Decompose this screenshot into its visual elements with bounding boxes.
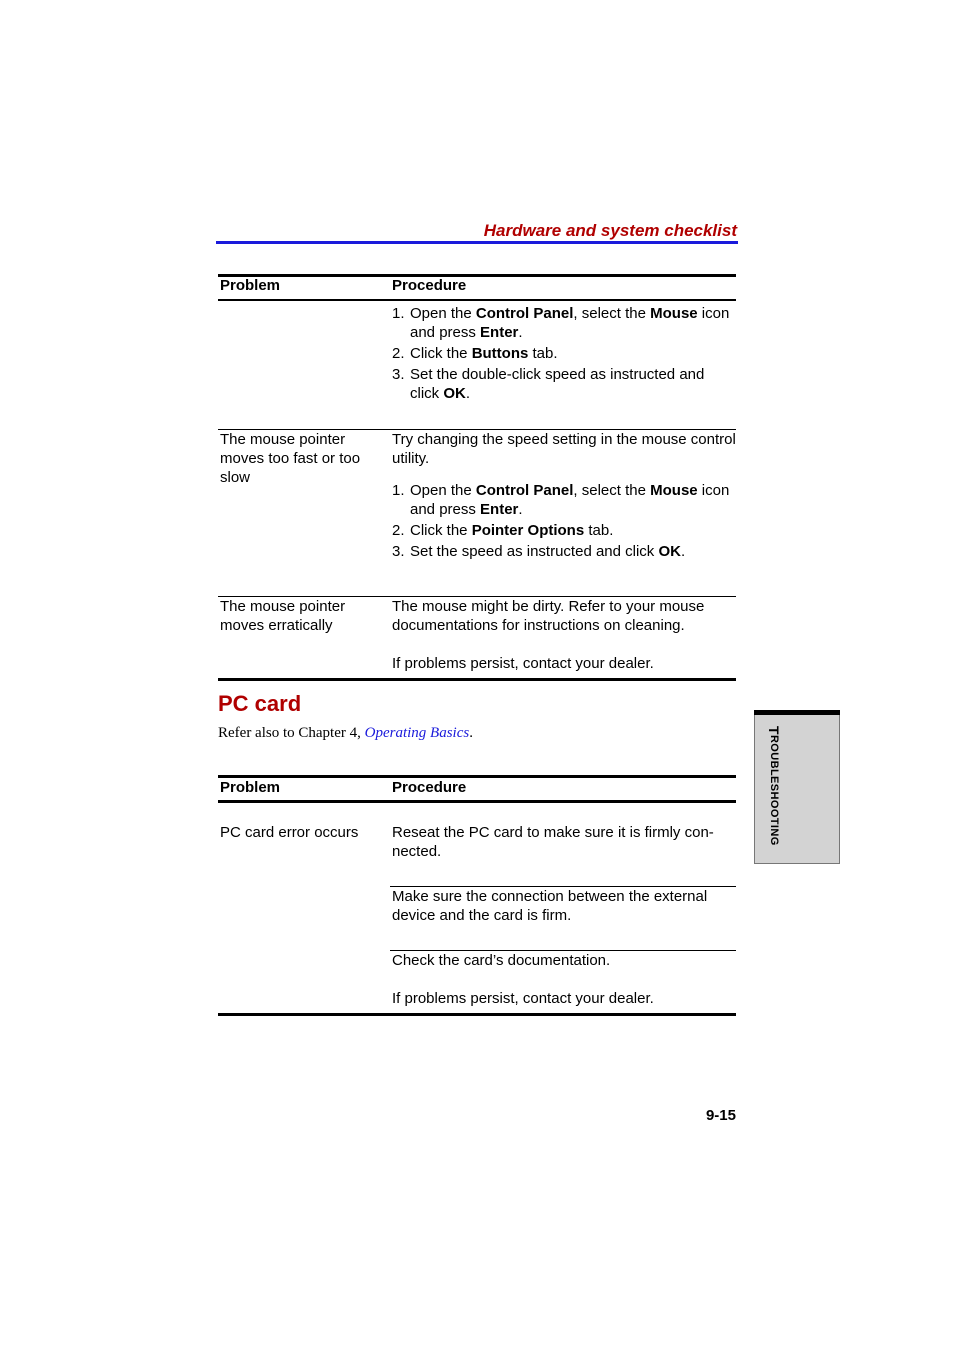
refer-prefix: Refer also to Chapter 4, (218, 725, 365, 741)
step-item: 3. Set the speed as instructed and click OK. (392, 543, 686, 560)
table2-proc3: Check the card’s documentation. (392, 952, 611, 969)
step-item: 3. Set the double-click speed as instructed and click OK. (392, 366, 705, 402)
chapter-tab-label: TROUBLESHOOTING (766, 726, 782, 846)
table1-row3-text2: If problems persist, contact your dealer. (392, 655, 654, 672)
table1-header-problem: Problem (220, 277, 281, 294)
table2-proc2: Make sure the connection between the external device and the card is firm. (392, 888, 708, 924)
table2-header-procedure: Procedure (392, 779, 467, 796)
table1-top-rule (218, 274, 736, 277)
table2-header-rule (218, 800, 736, 803)
table1-row2-intro: Try changing the speed setting in the mouse control utility. (392, 431, 736, 467)
table1-header-rule (218, 299, 736, 301)
table1-row3-procedure (392, 597, 736, 673)
table1-row1-steps (392, 304, 736, 403)
table2-problem: PC card error occurs (220, 824, 359, 841)
table1-bottom-rule (218, 678, 736, 681)
refer-text (218, 725, 473, 742)
step-item: 2. Click the Pointer Options tab. (392, 522, 614, 539)
page-number: 9-15 (705, 1107, 736, 1124)
table1-row2-problem: The mouse pointer moves too fast or too slow (220, 431, 361, 486)
step-item: 1. Open the Control Panel, select the Mouse icon and press Enter. (392, 305, 730, 341)
table2-proc1: Reseat the PC card to make sure it is firmly con-nected. (392, 824, 714, 860)
step-item: 1. Open the Control Panel, select the Mouse icon and press Enter. (392, 482, 730, 518)
table1-row2-procedure (392, 430, 736, 563)
table1-row3-problem: The mouse pointer moves erratically (220, 598, 346, 634)
table2-bottom-rule (218, 1013, 736, 1016)
table1-row2-steps (392, 481, 736, 561)
refer-suffix: . (469, 725, 473, 741)
table1-row1-procedure (392, 304, 736, 405)
chapter-tab-bar (754, 710, 840, 715)
header-rule (216, 241, 738, 244)
table2-top-rule (218, 775, 736, 778)
operating-basics-link[interactable]: Operating Basics (364, 725, 470, 741)
running-header-title: Hardware and system checklist (483, 221, 737, 240)
step-item: 2. Click the Buttons tab. (392, 345, 558, 362)
table1-header-procedure: Procedure (392, 277, 467, 294)
table2-proc4: If problems persist, contact your dealer. (392, 990, 654, 1007)
table2-header-problem: Problem (220, 779, 281, 796)
section-title-pc-card: PC card (218, 691, 302, 716)
table1-row3-text1: The mouse might be dirty. Refer to your mouse documentations for instructions on cleaning. (392, 598, 705, 634)
